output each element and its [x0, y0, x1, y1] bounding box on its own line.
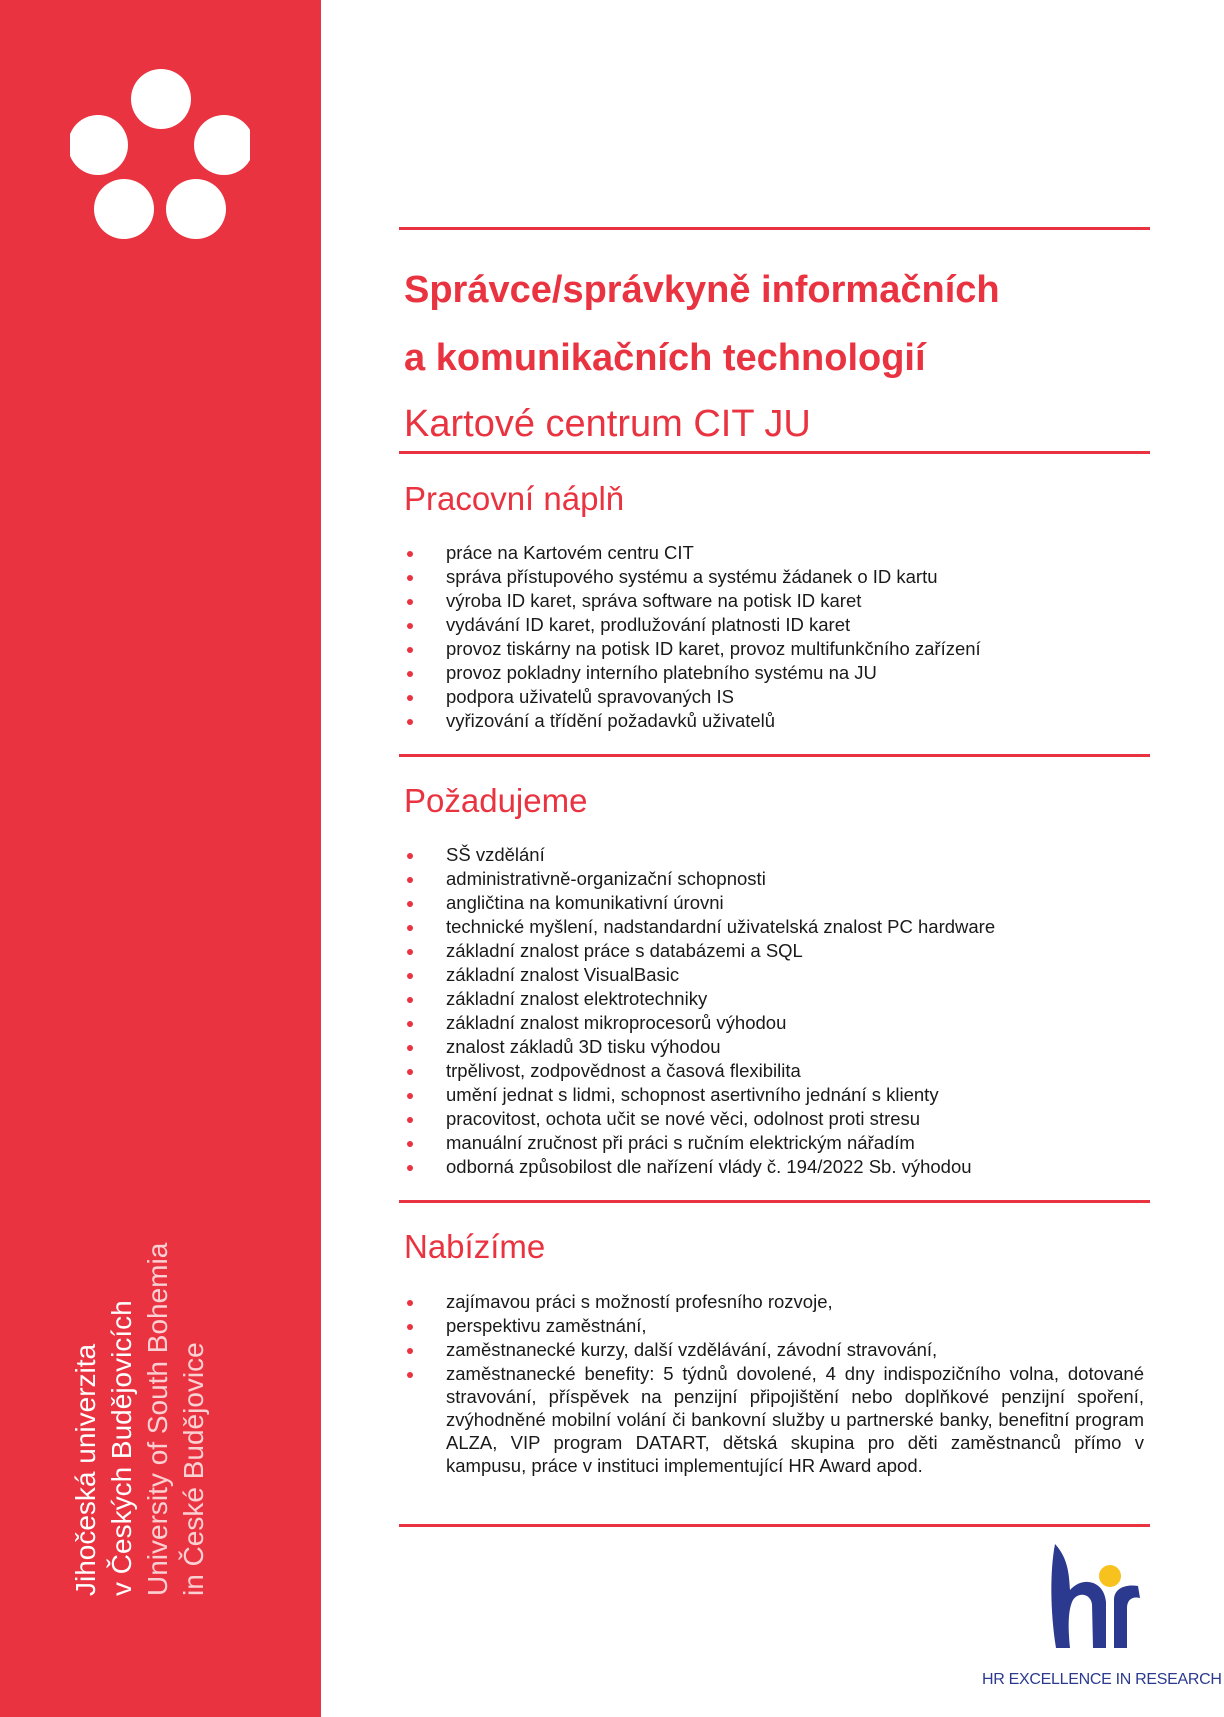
offer-heading: Nabízíme — [404, 1228, 546, 1265]
university-en-line2: in České Budějovice — [178, 1342, 209, 1596]
list-item: zaměstnanecké kurzy, další vzdělávání, závodní stravování, — [404, 1338, 1144, 1362]
page-title — [404, 256, 1164, 392]
list-item: odborná způsobilost dle nařízení vlády č. 194/2022 Sb. výhodou — [404, 1155, 1144, 1179]
list-item: SŠ vzdělání — [404, 843, 1144, 867]
divider-top — [399, 227, 1150, 230]
list-item: práce na Kartovém centru CIT — [404, 541, 1144, 565]
list-item: pracovitost, ochota učit se nové věci, odolnost proti stresu — [404, 1107, 1144, 1131]
page-subtitle: Kartové centrum CIT JU — [404, 403, 811, 445]
duties-list — [404, 541, 1144, 733]
list-item: podpora uživatelů spravovaných IS — [404, 685, 1144, 709]
university-cz-line1: Jihočeská univerzita — [70, 1343, 101, 1596]
university-cz-line2: v Českých Budějovicích — [106, 1300, 137, 1596]
five-circles-logo-icon — [70, 68, 250, 248]
divider-header — [399, 451, 1150, 454]
list-item: provoz tiskárny na potisk ID karet, provoz multifunkčního zařízení — [404, 637, 1144, 661]
list-item: základní znalost VisualBasic — [404, 963, 1144, 987]
list-item: umění jednat s lidmi, schopnost asertivního jednání s klienty — [404, 1083, 1144, 1107]
divider-bottom — [399, 1524, 1150, 1527]
list-item: administrativně-organizační schopnosti — [404, 867, 1144, 891]
duties-heading: Pracovní náplň — [404, 480, 625, 517]
sidebar — [0, 0, 321, 1717]
list-item: perspektivu zaměstnání, — [404, 1314, 1144, 1338]
list-item: znalost základů 3D tisku výhodou — [404, 1035, 1144, 1059]
requirements-list — [404, 843, 1144, 1179]
list-item: vyřizování a třídění požadavků uživatelů — [404, 709, 1144, 733]
list-item: základní znalost elektrotechniky — [404, 987, 1144, 1011]
divider-duties — [399, 754, 1150, 757]
list-item: manuální zručnost při práci s ručním elektrickým nářadím — [404, 1131, 1144, 1155]
list-item: angličtina na komunikativní úrovni — [404, 891, 1144, 915]
list-item: trpělivost, zodpovědnost a časová flexibilita — [404, 1059, 1144, 1083]
list-item: základní znalost mikroprocesorů výhodou — [404, 1011, 1144, 1035]
list-item: zaměstnanecké benefity: 5 týdnů dovolené, 4 dny indispozičního volna, dotované stravování, příspěvek na penzijní připojištění nebo doplňkové penzijní spoření, zvýhodněné mobilní volání či bankovní služby u partnerské banky, benefitní program ALZA, VIP program DATART, dětská skupina pro děti zaměstnanců přímo v kampusu, práce v instituci implementující HR Award apod. — [404, 1362, 1144, 1477]
list-item: zajímavou práci s možností profesního rozvoje, — [404, 1290, 1144, 1314]
hr-excellence-logo-icon — [1040, 1540, 1150, 1652]
offer-list — [404, 1290, 1144, 1477]
title-line-1: Správce/správkyně informačních — [404, 269, 1000, 311]
university-name — [68, 1166, 212, 1596]
list-item: technické myšlení, nadstandardní uživatelská znalost PC hardware — [404, 915, 1144, 939]
list-item: základní znalost práce s databázemi a SQL — [404, 939, 1144, 963]
list-item: provoz pokladny interního platebního systému na JU — [404, 661, 1144, 685]
hr-excellence-caption: HR EXCELLENCE IN RESEARCH — [982, 1671, 1222, 1688]
divider-requirements — [399, 1200, 1150, 1203]
university-en-line1: University of South Bohemia — [142, 1242, 173, 1596]
requirements-heading: Požadujeme — [404, 782, 588, 819]
title-line-2: a komunikačních technologií — [404, 337, 926, 379]
list-item: vydávání ID karet, prodlužování platnosti ID karet — [404, 613, 1144, 637]
list-item: správa přístupového systému a systému žádanek o ID kartu — [404, 565, 1144, 589]
list-item: výroba ID karet, správa software na potisk ID karet — [404, 589, 1144, 613]
